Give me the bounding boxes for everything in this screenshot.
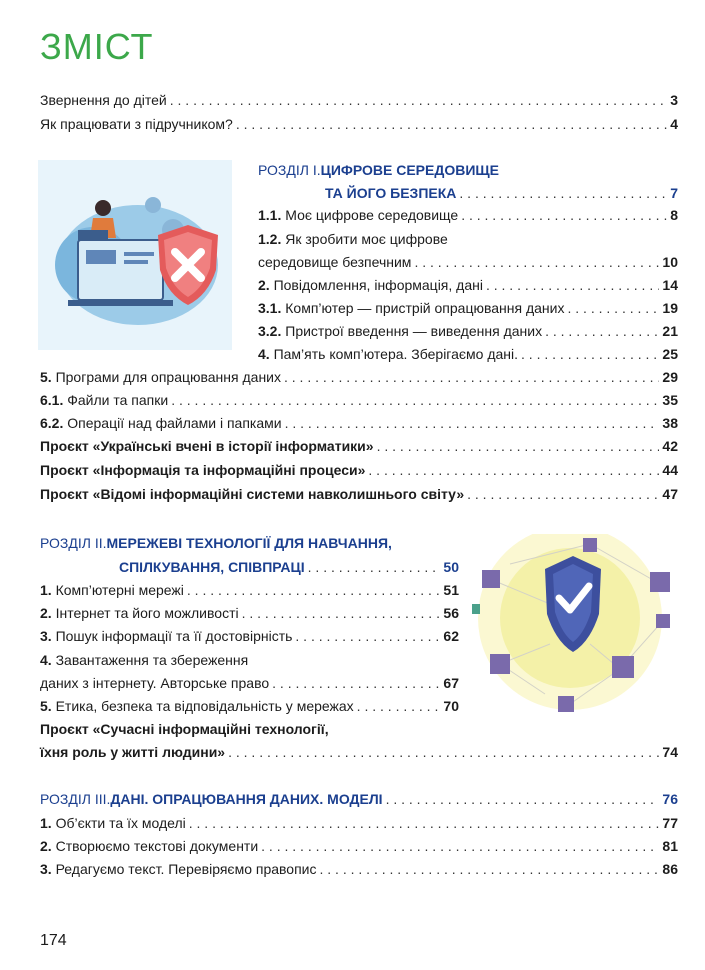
dot-leader	[567, 300, 659, 316]
toc-entry-page: 77	[662, 815, 678, 831]
toc-entry-page: 67	[443, 675, 459, 691]
toc-entry-page: 51	[443, 582, 459, 598]
toc-entry[interactable]	[40, 861, 678, 879]
shield-check-icon	[470, 534, 678, 726]
toc-entry-text: Програми для опрацювання даних	[55, 369, 281, 385]
toc-entry-page: 10	[662, 254, 678, 270]
network-security-illustration	[470, 534, 678, 726]
toc-entry-page: 14	[662, 277, 678, 293]
toc-entry-text: Створюємо текстові документи	[55, 838, 259, 854]
toc-entry-text: Як працювати з підручником?	[40, 116, 233, 132]
dot-leader	[459, 185, 667, 201]
toc-entry-text: Завантаження та збереження	[55, 652, 249, 668]
toc-entry-page: 86	[662, 861, 678, 877]
toc-entry[interactable]	[258, 346, 678, 364]
toc-entry-number: 1.	[40, 815, 52, 831]
project-label: Проєкт	[40, 438, 93, 454]
dot-leader	[357, 698, 441, 714]
toc-entry-page: 4	[670, 116, 678, 132]
toc-entry-page: 29	[662, 369, 678, 385]
dot-leader	[272, 675, 440, 691]
toc-entry[interactable]	[40, 582, 459, 600]
project-entry-line2[interactable]	[40, 744, 678, 762]
dot-leader	[236, 116, 667, 132]
toc-entry[interactable]	[40, 815, 678, 833]
dot-leader	[170, 92, 667, 108]
toc-entry[interactable]	[258, 254, 678, 272]
project-entry[interactable]	[40, 462, 678, 480]
dot-leader	[486, 277, 659, 293]
project-title: «Відомі інформаційні системи навколишнього світу»	[92, 486, 465, 502]
shield-cloud-icon	[38, 160, 232, 350]
project-title: їхня роль у житті людини»	[40, 744, 226, 760]
toc-entry-page: 81	[662, 838, 678, 854]
toc-entry-page: 21	[662, 323, 678, 339]
toc-entry[interactable]	[40, 369, 678, 387]
project-entry[interactable]	[40, 438, 678, 456]
dot-leader	[187, 582, 441, 598]
toc-entry-text: Як зробити моє цифрове	[285, 231, 448, 247]
toc-entry-number: 1.2.	[258, 231, 282, 247]
section-3-prefix: РОЗДІЛ ІІІ.	[40, 791, 111, 807]
toc-entry-page: 62	[443, 628, 459, 644]
section-2-prefix: РОЗДІЛ ІІ.	[40, 535, 107, 551]
section-2-title-line2: СПІЛКУВАННЯ, СПІВПРАЦІ	[119, 559, 305, 575]
page-title: ЗМІСТ	[40, 26, 154, 67]
toc-entry-number: 5.	[40, 369, 52, 385]
toc-entry-text: Інтернет та його можливості	[55, 605, 239, 621]
toc-entry-page: 47	[662, 486, 678, 502]
project-entry[interactable]	[40, 486, 678, 504]
dot-leader	[368, 462, 659, 478]
toc-entry-page: 38	[662, 415, 678, 431]
dot-leader	[545, 323, 659, 339]
toc-entry-text: Файли та папки	[67, 392, 169, 408]
section-1-heading-line2[interactable]	[325, 185, 678, 203]
project-label: Проєкт	[40, 486, 93, 502]
toc-entry-text: Комп’ютер — пристрій опрацювання даних	[285, 300, 565, 316]
toc-entry[interactable]	[258, 300, 678, 318]
toc-entry-number: 2.	[40, 605, 52, 621]
section-3-page: 76	[662, 791, 678, 807]
toc-entry-number: 4.	[258, 346, 270, 362]
toc-entry[interactable]	[40, 415, 678, 433]
dot-leader	[308, 559, 441, 575]
toc-entry-text: Етика, безпека та відповідальність у мережах	[55, 698, 354, 714]
section-2-page: 50	[443, 559, 459, 575]
toc-entry-number: 3.	[40, 628, 52, 644]
toc-entry-text: Пошук інформації та її достовірність	[55, 628, 293, 644]
toc-entry-text: даних з інтернету. Авторське право	[40, 675, 270, 691]
toc-entry-text: середовище безпечним	[258, 254, 412, 270]
dot-leader	[521, 346, 659, 362]
dot-leader	[228, 744, 659, 760]
section-2-heading-line1[interactable]	[40, 535, 460, 553]
section-1-page: 7	[670, 185, 678, 201]
toc-entry-number: 5.	[40, 698, 52, 714]
dot-leader	[261, 838, 659, 854]
toc-entry-intro-1[interactable]	[40, 92, 678, 110]
dot-leader	[467, 486, 659, 502]
toc-entry-number: 6.1.	[40, 392, 64, 408]
cyber-security-illustration	[38, 160, 232, 350]
toc-entry-text: Звернення до дітей	[40, 92, 167, 108]
toc-entry-number: 3.2.	[258, 323, 282, 339]
toc-entry-text: Пристрої введення — виведення даних	[285, 323, 543, 339]
toc-entry-page: 35	[662, 392, 678, 408]
dot-leader	[171, 392, 659, 408]
toc-entry-page: 8	[670, 207, 678, 223]
toc-entry-number: 6.2.	[40, 415, 64, 431]
dot-leader	[295, 628, 440, 644]
toc-entry-page: 25	[662, 346, 678, 362]
toc-entry-text: Повідомлення, інформація, дані	[273, 277, 483, 293]
dot-leader	[285, 415, 660, 431]
toc-entry[interactable]	[258, 323, 678, 341]
dot-leader	[284, 369, 659, 385]
toc-entry-page: 56	[443, 605, 459, 621]
section-1-title-line1: ЦИФРОВЕ СЕРЕДОВИЩЕ	[320, 162, 499, 178]
toc-entry-number: 4.	[40, 652, 52, 668]
toc-entry-intro-2[interactable]	[40, 116, 678, 134]
page-number: 174	[40, 932, 67, 949]
toc-entry-text: Пам’ять комп’ютера. Зберігаємо дані.	[273, 346, 519, 362]
toc-entry[interactable]	[40, 675, 459, 693]
dot-leader	[242, 605, 441, 621]
toc-entry[interactable]	[40, 838, 678, 856]
toc-entry-page: 19	[662, 300, 678, 316]
toc-entry-text: Операції над файлами і папками	[67, 415, 282, 431]
section-2-heading-line2[interactable]	[119, 559, 459, 577]
toc-entry[interactable]	[258, 207, 678, 225]
toc-entry[interactable]	[258, 231, 678, 249]
project-title: «Українські вчені в історії інформатики»	[92, 438, 374, 454]
toc-entry-number: 2.	[40, 838, 52, 854]
toc-entry-number: 1.	[40, 582, 52, 598]
dot-leader	[461, 207, 667, 223]
toc-entry[interactable]	[40, 698, 459, 716]
toc-entry-text: Редагуємо текст. Перевіряємо правопис	[55, 861, 317, 877]
project-title: «Інформація та інформаційні процеси»	[92, 462, 366, 478]
toc-entry-page: 3	[670, 92, 678, 108]
toc-entry-number: 3.	[40, 861, 52, 877]
section-1-prefix: РОЗДІЛ І.	[258, 162, 321, 178]
project-label: Проєкт	[40, 462, 93, 478]
section-1-title-line2: ТА ЙОГО БЕЗПЕКА	[325, 185, 457, 201]
project-entry-line1[interactable]	[40, 721, 460, 739]
section-1-heading-line1[interactable]	[258, 162, 678, 180]
toc-entry[interactable]	[40, 628, 459, 646]
toc-entry-text: Моє цифрове середовище	[285, 207, 459, 223]
toc-entry[interactable]	[40, 605, 459, 623]
toc-entry-page: 42	[662, 438, 678, 454]
toc-entry-page: 74	[662, 744, 678, 760]
toc-entry-number: 3.1.	[258, 300, 282, 316]
toc-entry-text: Об’єкти та їх моделі	[55, 815, 186, 831]
toc-entry[interactable]	[40, 652, 459, 670]
dot-leader	[320, 861, 660, 877]
section-3-title: ДАНІ. ОПРАЦЮВАННЯ ДАНИХ. МОДЕЛІ	[110, 791, 383, 807]
toc-entry-page: 44	[662, 462, 678, 478]
toc-entry-number: 1.1.	[258, 207, 282, 223]
section-3-heading[interactable]	[40, 791, 678, 809]
toc-entry-page: 70	[443, 698, 459, 714]
dot-leader	[189, 815, 660, 831]
project-title: Проєкт «Сучасні інформаційні технології,	[40, 721, 329, 737]
section-2-title-line1: МЕРЕЖЕВІ ТЕХНОЛОГІЇ ДЛЯ НАВЧАННЯ,	[106, 535, 392, 551]
toc-entry-number: 2.	[258, 277, 270, 293]
dot-leader	[386, 791, 660, 807]
dot-leader	[414, 254, 659, 270]
toc-entry-text: Комп’ютерні мережі	[55, 582, 184, 598]
dot-leader	[377, 438, 660, 454]
toc-entry[interactable]	[258, 277, 678, 295]
toc-entry[interactable]	[40, 392, 678, 410]
